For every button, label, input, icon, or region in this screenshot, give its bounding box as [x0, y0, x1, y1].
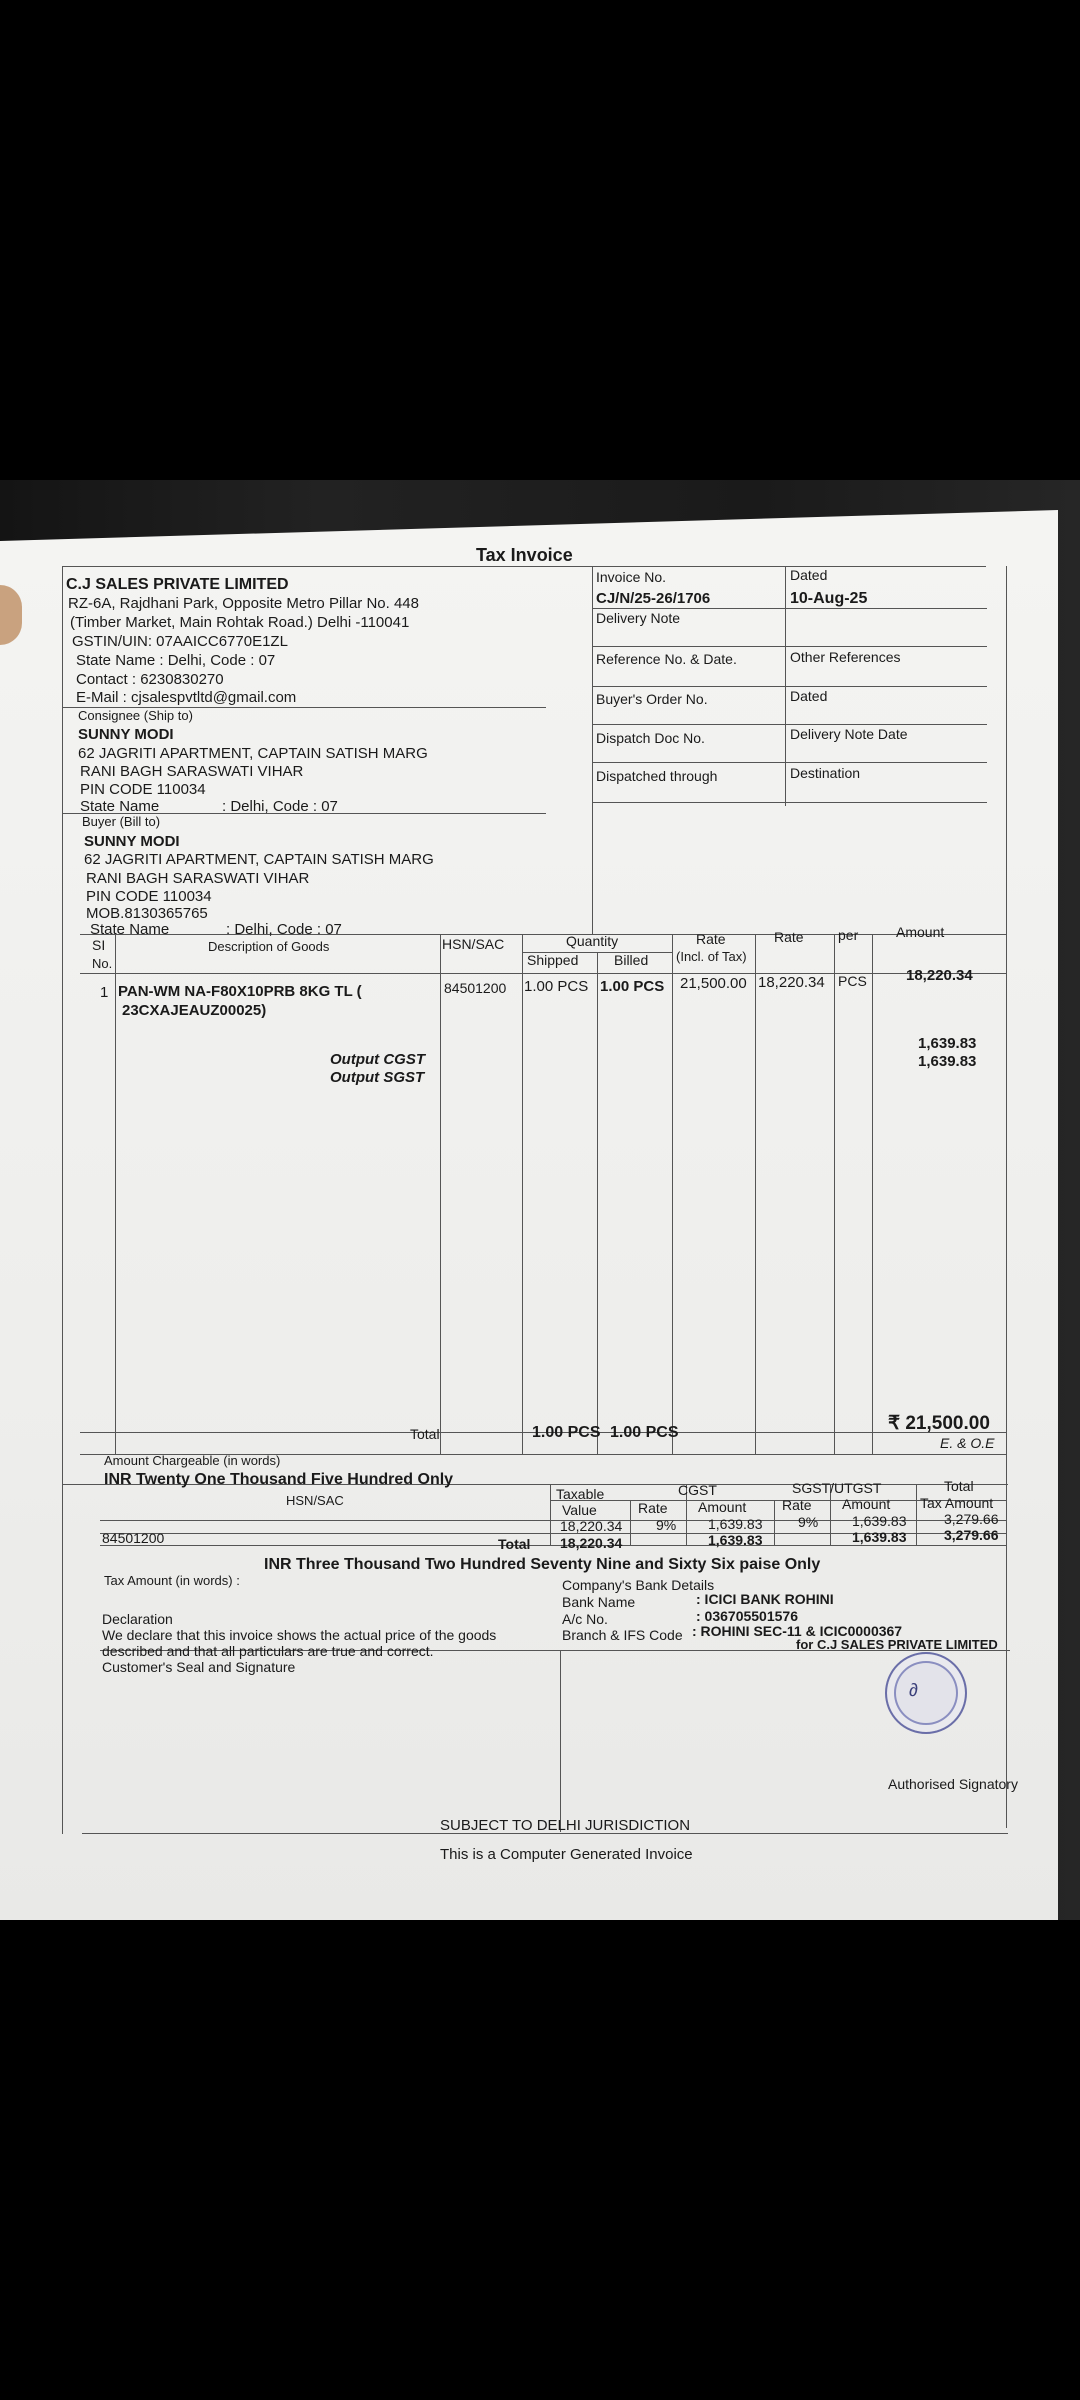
tax-total-amount: 3,279.66 — [944, 1527, 999, 1543]
consignee-address-2: RANI BAGH SARASWATI VIHAR — [80, 763, 304, 780]
tax-sgst-amount-label: Amount — [842, 1496, 891, 1512]
dated-label: Dated — [790, 567, 828, 583]
tax-cgst-label: CGST — [678, 1482, 717, 1498]
consignee-pin: PIN CODE 110034 — [80, 781, 206, 798]
tax-words-label: Tax Amount (in words) : — [104, 1573, 240, 1588]
rule — [872, 934, 873, 1454]
item-hsn: 84501200 — [444, 980, 507, 996]
acno: : 036705501576 — [696, 1608, 798, 1624]
seller-state: State Name : Delhi, Code : 07 — [76, 652, 276, 669]
tax-row-sgst-rate: 9% — [798, 1514, 819, 1530]
col-hsn: HSN/SAC — [442, 936, 505, 952]
rule — [672, 934, 673, 1454]
buyer-label: Buyer (Bill to) — [82, 814, 161, 829]
rule — [1006, 566, 1007, 1828]
col-billed: Billed — [614, 952, 649, 968]
tax-amount-label: Tax Amount — [920, 1495, 994, 1511]
rule — [592, 802, 987, 803]
declaration-title: Declaration — [102, 1611, 173, 1627]
col-amount: Amount — [896, 924, 945, 940]
rule — [80, 934, 1006, 935]
consignee-address-1: 62 JAGRITI APARTMENT, CAPTAIN SATISH MARG — [78, 745, 428, 762]
col-si: SI — [92, 937, 106, 953]
tax-value-label: Value — [562, 1502, 597, 1518]
dated-value: 10-Aug-25 — [790, 590, 868, 607]
rule — [916, 1484, 917, 1545]
item-rate: 18,220.34 — [758, 974, 825, 991]
acno-label: A/c No. — [562, 1611, 608, 1627]
delivery-note-date-label: Delivery Note Date — [790, 726, 908, 742]
tax-cgst-rate-label: Rate — [638, 1500, 668, 1516]
tax-row-sgst-amount: 1,639.83 — [852, 1513, 907, 1529]
rule — [592, 686, 987, 687]
rule — [592, 608, 987, 609]
rule — [774, 1500, 775, 1545]
consignee-state-label: State Name — [80, 798, 160, 815]
amount-words-label: Amount Chargeable (in words) — [104, 1453, 281, 1468]
rule — [62, 566, 63, 1834]
sgst-amount: 1,639.83 — [918, 1053, 977, 1070]
bank-name-label: Bank Name — [562, 1594, 636, 1610]
buyer-name: SUNNY MODI — [84, 833, 180, 850]
col-rate: Rate — [774, 929, 804, 945]
total-amount: ₹ 21,500.00 — [888, 1413, 990, 1434]
buyer-state-label: State Name — [90, 921, 170, 938]
rule — [592, 646, 987, 647]
col-quantity: Quantity — [566, 933, 619, 949]
rule — [440, 934, 441, 1454]
tax-sgst-label: SGST/UTGST — [792, 1480, 882, 1496]
item-si: 1 — [100, 984, 109, 1001]
total-shipped: 1.00 PCS — [532, 1424, 601, 1441]
rule — [592, 566, 593, 934]
seller-contact: Contact : 6230830270 — [76, 671, 224, 688]
seller-name: C.J SALES PRIVATE LIMITED — [66, 576, 289, 593]
tax-words: INR Three Thousand Two Hundred Seventy Nine and Sixty Six paise Only — [264, 1556, 821, 1573]
consignee-name: SUNNY MODI — [78, 726, 174, 743]
declaration-line-1: We declare that this invoice shows the actual price of the goods — [102, 1627, 497, 1643]
seller-gstin: GSTIN/UIN: 07AAICC6770E1ZL — [72, 633, 288, 650]
total-billed: 1.00 PCS — [610, 1424, 679, 1441]
eoe: E. & O.E — [940, 1435, 995, 1451]
tax-cgst-amount-label: Amount — [698, 1499, 747, 1515]
cgst-amount: 1,639.83 — [918, 1035, 977, 1052]
top-dark-area — [0, 0, 1080, 480]
invoice-no-label: Invoice No. — [596, 569, 667, 585]
output-sgst-label: Output SGST — [330, 1069, 425, 1086]
for-company: for C.J SALES PRIVATE LIMITED — [796, 1637, 998, 1652]
item-desc-2: 23CXAJEAUZ00025) — [122, 1002, 267, 1019]
rule — [560, 1650, 561, 1832]
other-references-label: Other References — [790, 649, 901, 665]
rule — [80, 973, 1006, 974]
authorised-signatory: Authorised Signatory — [888, 1776, 1018, 1792]
amount-words: INR Twenty One Thousand Five Hundred Only — [104, 1471, 454, 1488]
seller-address-1: RZ-6A, Rajdhani Park, Opposite Metro Pillar No. 448 — [68, 595, 419, 612]
computer-generated: This is a Computer Generated Invoice — [440, 1846, 693, 1863]
tax-row-hsn: 84501200 — [102, 1530, 165, 1546]
customer-seal-label: Customer's Seal and Signature — [102, 1659, 296, 1675]
rule — [834, 934, 835, 1454]
rule — [592, 762, 987, 763]
bank-name: : ICICI BANK ROHINI — [696, 1591, 834, 1607]
tax-total-label: Total — [944, 1478, 974, 1494]
tax-row-total: 3,279.66 — [944, 1511, 999, 1527]
tax-total-row-label: Total — [498, 1536, 531, 1552]
invoice-no: CJ/N/25-26/1706 — [596, 590, 711, 607]
company-stamp-icon — [885, 1652, 967, 1734]
consignee-state-value: : Delhi, Code : 07 — [222, 798, 338, 815]
buyer-address-2: RANI BAGH SARASWATI VIHAR — [86, 870, 310, 887]
rule — [755, 934, 756, 1454]
seller-address-2: (Timber Market, Main Rohtak Road.) Delhi -110041 — [70, 614, 410, 631]
reference-label: Reference No. & Date. — [596, 651, 737, 667]
rule — [115, 934, 116, 1454]
jurisdiction: SUBJECT TO DELHI JURISDICTION — [440, 1817, 691, 1834]
col-no: No. — [92, 956, 113, 971]
item-billed: 1.00 PCS — [600, 978, 665, 995]
signature-mark: ∂ — [909, 1680, 918, 1700]
item-amount: 18,220.34 — [906, 967, 973, 984]
tax-row-taxable: 18,220.34 — [560, 1518, 623, 1534]
col-rate-incl: Rate — [696, 931, 726, 947]
rule — [522, 934, 523, 1454]
col-shipped: Shipped — [527, 952, 579, 968]
buyers-order-label: Buyer's Order No. — [596, 691, 708, 707]
buyer-address-1: 62 JAGRITI APARTMENT, CAPTAIN SATISH MARG — [84, 851, 434, 868]
output-cgst-label: Output CGST — [330, 1051, 425, 1068]
item-desc-1: PAN-WM NA-F80X10PRB 8KG TL ( — [118, 983, 362, 1000]
ifs-label: Branch & IFS Code — [562, 1627, 683, 1643]
tax-sgst-rate-label: Rate — [782, 1497, 812, 1513]
total-label: Total — [410, 1426, 440, 1442]
tax-total-cgst: 1,639.83 — [708, 1532, 763, 1548]
item-rate-incl: 21,500.00 — [680, 975, 747, 992]
rule — [597, 952, 598, 1454]
tax-hsn-label: HSN/SAC — [286, 1493, 344, 1508]
rule — [62, 566, 986, 567]
col-per: per — [838, 927, 859, 943]
item-per: PCS — [838, 973, 867, 989]
rule — [592, 724, 987, 725]
tax-row-cgst-rate: 9% — [656, 1517, 677, 1533]
rule — [550, 1484, 551, 1545]
buyer-mob: MOB.8130365765 — [86, 905, 208, 922]
dispatch-doc-label: Dispatch Doc No. — [596, 730, 705, 746]
ifs-code: : ROHINI SEC-11 & ICIC0000367 — [692, 1623, 903, 1639]
buyer-state-value: : Delhi, Code : 07 — [226, 921, 342, 938]
tax-total-sgst: 1,639.83 — [852, 1529, 907, 1545]
tax-total-taxable: 18,220.34 — [560, 1535, 623, 1551]
destination-label: Destination — [790, 765, 861, 781]
dispatched-through-label: Dispatched through — [596, 768, 718, 784]
delivery-note-label: Delivery Note — [596, 610, 681, 626]
item-shipped: 1.00 PCS — [524, 978, 589, 995]
invoice-title: Tax Invoice — [476, 545, 573, 565]
col-rate-incl-note: (Incl. of Tax) — [676, 949, 747, 964]
declaration-line-2: described and that all particulars are true and correct. — [102, 1643, 434, 1659]
tax-taxable-label: Taxable — [556, 1486, 605, 1502]
rule — [630, 1500, 631, 1545]
col-description: Description of Goods — [208, 939, 330, 954]
seller-email: E-Mail : cjsalespvtltd@gmail.com — [76, 689, 297, 706]
dated-2-label: Dated — [790, 688, 828, 704]
tax-row-cgst-amount: 1,639.83 — [708, 1516, 763, 1532]
buyer-pin: PIN CODE 110034 — [86, 888, 212, 905]
bank-title: Company's Bank Details — [562, 1577, 715, 1593]
consignee-label: Consignee (Ship to) — [78, 708, 193, 723]
